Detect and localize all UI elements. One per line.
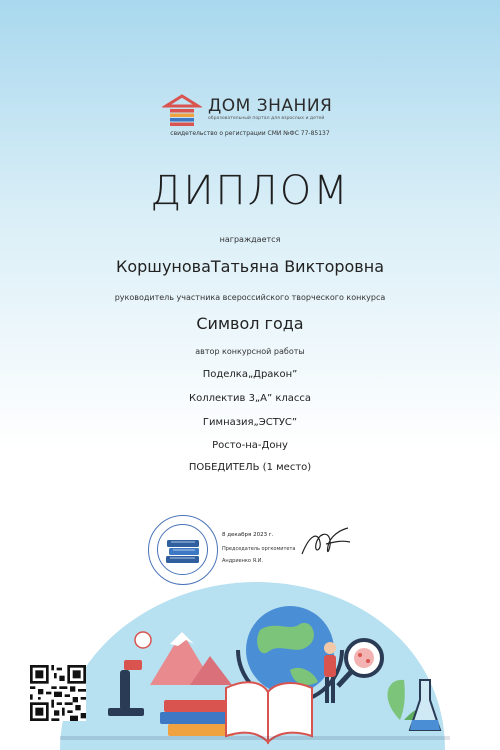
- recipient-role: руководитель участника всероссийского творческого конкурса: [114, 293, 386, 302]
- handwritten-signature: [296, 524, 356, 564]
- globe-icon: [246, 606, 334, 694]
- compass-icon: [135, 632, 151, 648]
- microscope-icon: [120, 670, 130, 710]
- recipient-name: КоршуноваТатьяна Викторовна: [116, 257, 384, 276]
- house-books-icon: [162, 94, 202, 128]
- school-name: Гимназия„ЭСТУС”: [202, 417, 298, 428]
- open-book-icon: [226, 682, 268, 742]
- city-name: Росто-на-Дону: [212, 440, 288, 451]
- sign-date: 8 декабря 2023 г.: [222, 532, 274, 538]
- author-label: автор конкурсной работы: [195, 347, 305, 356]
- registration-note: свидетельство о регистрации СМИ №ФС 77-85137: [170, 130, 330, 137]
- work-title: Поделка„Дракон”: [202, 369, 298, 380]
- place-result: ПОБЕДИТЕЛЬ (1 место): [188, 462, 312, 473]
- sign-role: Председатель оргкомитета: [222, 546, 296, 552]
- person-figure: [324, 642, 336, 654]
- contest-name: Символ года: [196, 314, 304, 333]
- sign-name: Андриенко Я.И.: [222, 558, 263, 564]
- awarded-label: награждается: [219, 235, 281, 244]
- qr-code-icon[interactable]: [30, 665, 86, 721]
- books-icon: [160, 712, 230, 724]
- brand-name: ДОМ ЗНАНИЯ: [208, 96, 333, 116]
- education-illustration: [0, 560, 500, 750]
- diploma-title: ДИПЛОМ: [150, 168, 350, 214]
- team-name: Коллектив 3„А” класса: [188, 393, 312, 404]
- brand-tagline: образовательный портал для взрослых и детей: [208, 116, 325, 121]
